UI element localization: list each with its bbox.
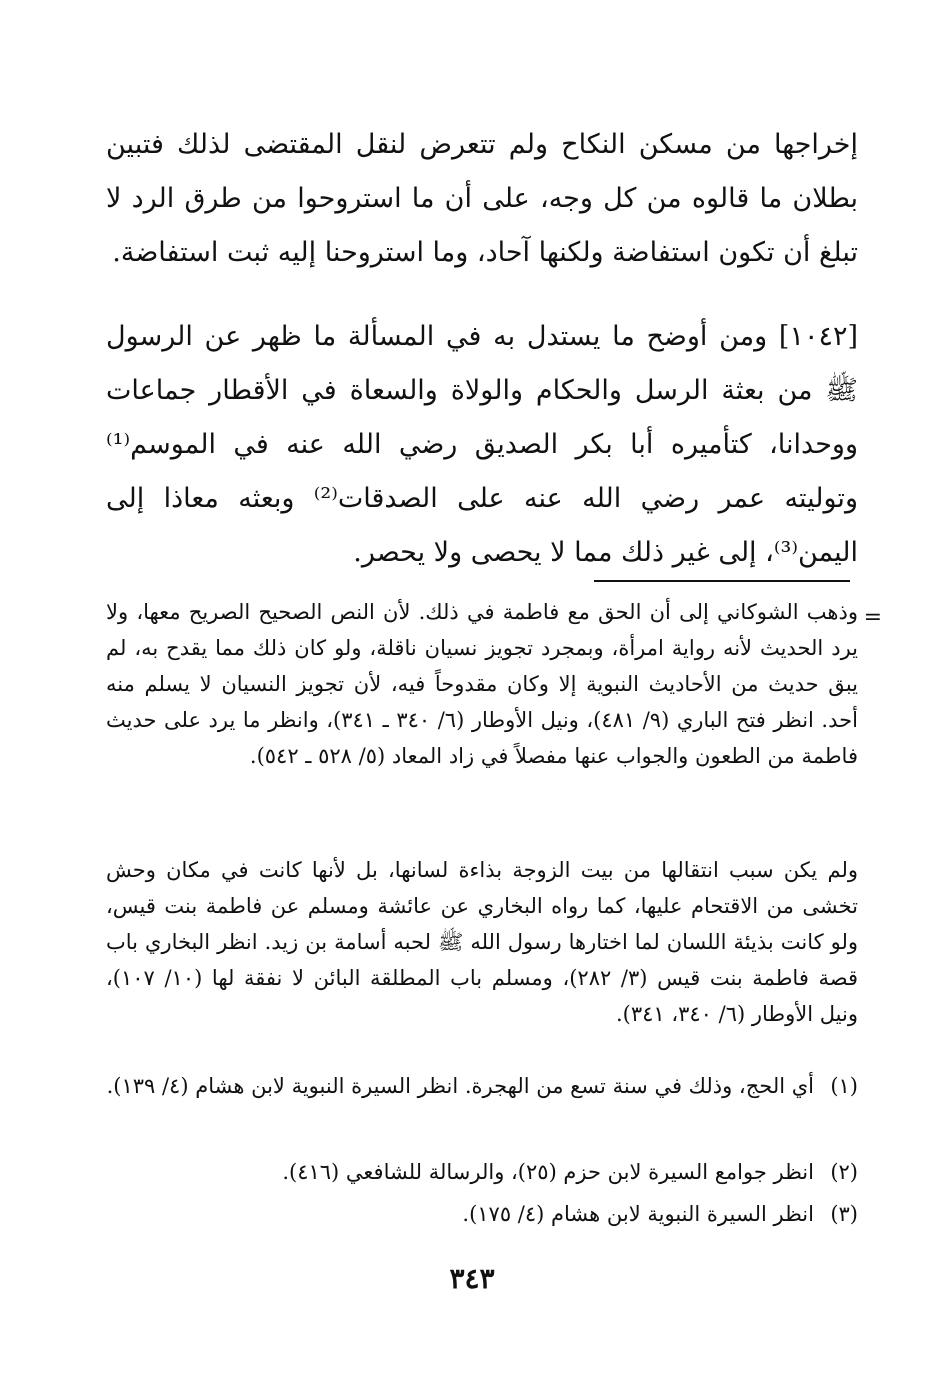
footnote-3-text: انظر السيرة النبوية لابن هشام (٤/ ١٧٥). (462, 1202, 814, 1226)
footnote-1 (106, 1068, 858, 1104)
main-paragraph-2: [١٠٤٢] ومن أوضح ما يستدل به في المسألة ما ظهر عن الرسول ﷺ من بعثة الرسل والحكام والولاة والسعاة في الأقطار جماعات ووحدانا، كتأميره أبا بكر الصديق رضي الله عنه في الموسم⁽¹⁾ وتوليته عمر رضي الله عنه على الصدقات⁽²⁾ وبعثه معاذا إلى اليمن⁽³⁾، إلى غير ذلك مما لا يحصى ولا يحصر. (106, 321, 858, 568)
footnote-2-number: (٢) (830, 1160, 858, 1184)
footnote-continued-2: ولم يكن سبب انتقالها من بيت الزوجة بذاءة لسانها، بل لأنها كانت في مكان وحش تخشى من الاقتحام عليها، كما رواه البخاري عن عائشة ومسلم عن فاطمة بنت قيس، ولو كانت بذيئة اللسان لما اختارها رسول الله ﷺ لحبه أسامة بن زيد. انظر البخاري باب قصة فاطمة بنت قيس (٣/ ٢٨٢)، ومسلم باب المطلقة البائن لا نفقة لها (١٠/ ١٠٧)، ونيل الأوطار (٦/ ٣٤٠، ٣٤١). (106, 858, 858, 1026)
footnote-separator (594, 580, 850, 582)
footnote-continued-1: وذهب الشوكاني إلى أن الحق مع فاطمة في ذلك. لأن النص الصحيح الصريح معها، ولا يرد الحديث لأنه رواية امرأة، وبمجرد تجويز نسيان ناقلة، ولو كان ذلك مما يقدح به، لم يبق حديث من الأحاديث النبوية إلا وكان مقدوحاً فيه، لأن تجويز النسيان لا يسلم منه أحد. انظر فتح الباري (٩/ ٤٨١)، ونيل الأوطار (٦/ ٣٤٠ ـ ٣٤١)، وانظر ما يرد على حديث فاطمة من الطعون والجواب عنها مفصلاً في زاد المعاد (٥/ ٥٢٨ ـ ٥٤٢). (106, 600, 858, 768)
footnote-continuation-mark: = (863, 605, 882, 630)
main-paragraph-1: إخراجها من مسكن النكاح ولم تتعرض لنقل المقتضى لذلك فتبين بطلان ما قالوه من كل وجه، على أن ما استروحوا من طرق الرد لا تبلغ أن تكون استفاضة ولكنها آحاد، وما استروحنا إليه ثبت استفاضة. (106, 129, 858, 268)
footnote-2 (106, 1154, 858, 1190)
footnote-1-text: أي الحج، وذلك في سنة تسع من الهجرة. انظر السيرة النبوية لابن هشام (٤/ ١٣٩). (106, 1074, 814, 1098)
footnote-3 (106, 1196, 858, 1232)
footnote-3-number: (٣) (830, 1202, 858, 1226)
page-number: ٣٤٣ (449, 1262, 495, 1295)
footnote-2-text: انظر جوامع السيرة لابن حزم (٢٥)، والرسالة للشافعي (٤١٦). (282, 1160, 814, 1184)
footnote-1-number: (١) (830, 1074, 858, 1098)
